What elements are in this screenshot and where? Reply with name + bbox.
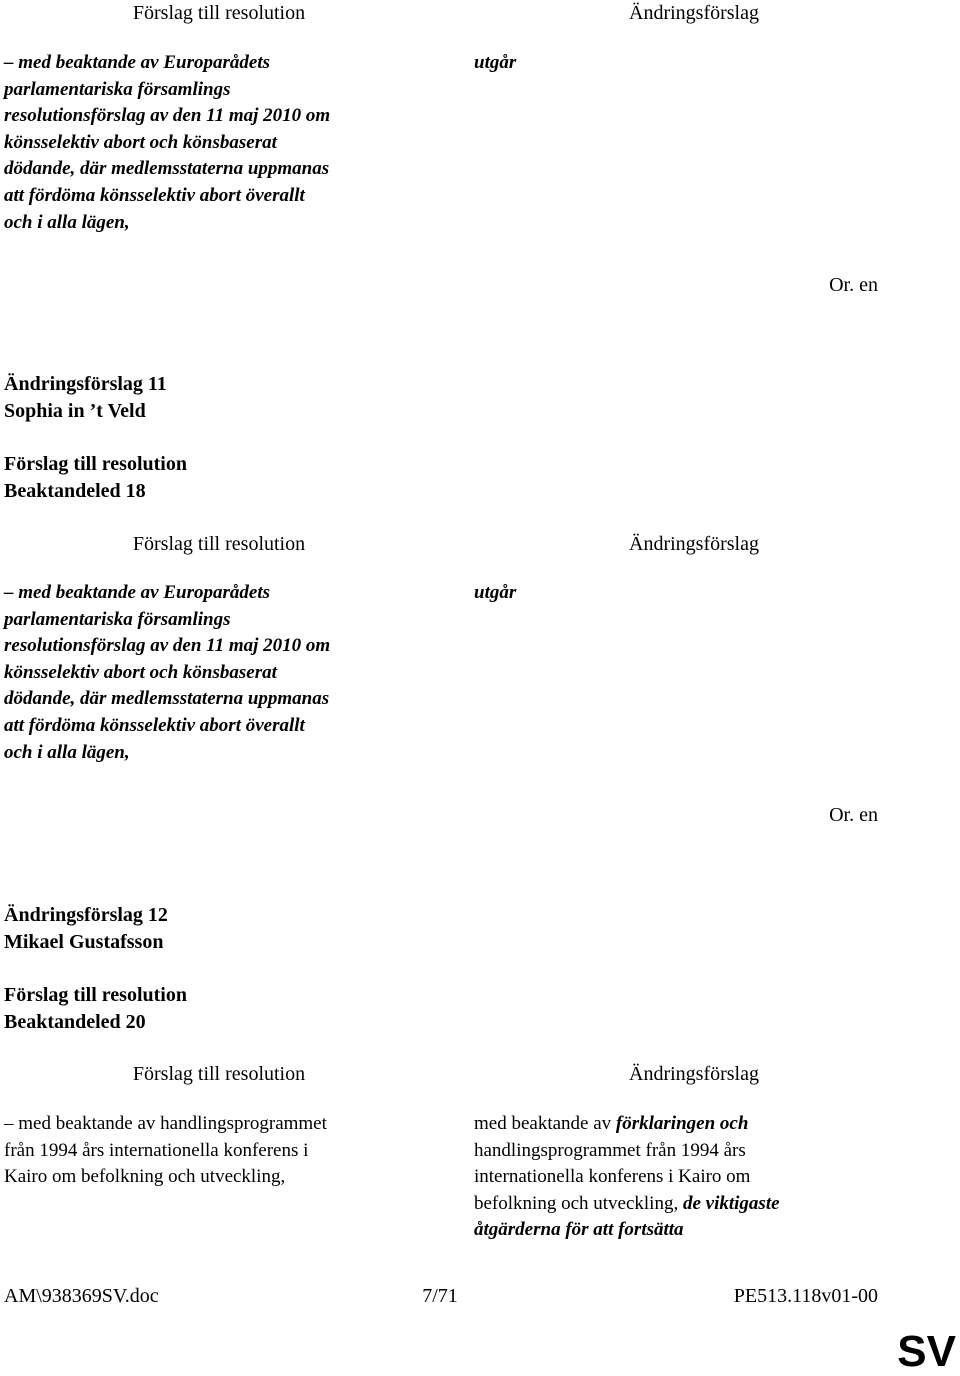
column-header-right: Ändringsförslag	[629, 533, 759, 555]
text-line: från 1994 års internationella konferens i	[4, 1139, 309, 1161]
text-line: parlamentariska församlings	[4, 608, 231, 630]
column-header-left: Förslag till resolution	[132, 2, 306, 24]
text-line: med beaktande av förklaringen och	[474, 1113, 749, 1134]
text-line: könsselektiv abort och könsbaserat	[4, 661, 277, 683]
text-line: parlamentariska församlings	[4, 78, 231, 100]
amendment-12-header	[4, 902, 168, 955]
text-line: dödande, där medlemsstaterna uppmanas	[4, 688, 330, 710]
text-line: dödande, där medlemsstaterna uppmanas	[4, 158, 330, 180]
amendment-12-reference	[4, 982, 187, 1035]
text-line: – med beaktande av Europarådets	[4, 52, 270, 73]
text-line: och i alla lägen,	[4, 741, 130, 763]
block1-original-text	[4, 50, 434, 236]
text-line: handlingsprogrammet från 1994 års	[474, 1139, 746, 1161]
text-line: – med beaktande av Europarådets	[4, 582, 270, 603]
document-label: Förslag till resolution	[4, 984, 187, 1006]
footer-page-number: 7/71	[422, 1285, 458, 1307]
text-line: Kairo om befolkning och utveckling,	[4, 1166, 286, 1188]
text-line: resolutionsförslag av den 11 maj 2010 om	[4, 105, 331, 127]
text-line: att fördöma könsselektiv abort överallt	[4, 184, 305, 206]
amendment-12-original-text	[4, 1111, 434, 1191]
inserted-text: åtgärderna för att fortsätta	[474, 1219, 684, 1241]
amendment-12-amended-text	[474, 1111, 914, 1244]
text-line: att fördöma könsselektiv abort överallt	[4, 714, 305, 736]
text-line: internationella konferens i Kairo om	[474, 1166, 751, 1188]
text-line: och i alla lägen,	[4, 211, 130, 233]
document-label: Förslag till resolution	[4, 453, 187, 475]
column-header-right: Ändringsförslag	[629, 2, 759, 24]
column-header-left: Förslag till resolution	[132, 1063, 306, 1085]
column-header-right: Ändringsförslag	[629, 1063, 759, 1085]
text-line: könsselektiv abort och könsbaserat	[4, 131, 277, 153]
amendment-11-original-text	[4, 580, 434, 766]
amendment-11-reference	[4, 451, 187, 504]
amendment-author: Mikael Gustafsson	[4, 930, 164, 953]
amendment-number: Ändringsförslag 12	[4, 904, 168, 926]
citation: Beaktandeled 18	[4, 479, 146, 502]
text-line: resolutionsförslag av den 11 maj 2010 om	[4, 635, 331, 657]
language-code: SV	[897, 1327, 956, 1376]
amendment-author: Sophia in ’t Veld	[4, 399, 146, 422]
original-language: Or. en	[829, 274, 878, 296]
text-line: befolkning och utveckling, de viktigaste	[474, 1192, 780, 1214]
column-header-left: Förslag till resolution	[132, 533, 306, 555]
footer-pe-ref: PE513.118v01-00	[733, 1285, 878, 1307]
inserted-text: förklaringen och	[615, 1113, 749, 1134]
original-language: Or. en	[829, 804, 878, 826]
text-line: – med beaktande av handlingsprogrammet	[4, 1113, 327, 1134]
amendment-number: Ändringsförslag 11	[4, 373, 167, 395]
inserted-text: de viktigaste	[682, 1192, 780, 1214]
citation: Beaktandeled 20	[4, 1010, 146, 1033]
amendment-11-header	[4, 371, 167, 424]
amendment-11-amended-text: utgår	[474, 582, 517, 603]
footer-doc-ref: AM\938369SV.doc	[4, 1285, 159, 1307]
block1-amended-text: utgår	[474, 52, 517, 73]
